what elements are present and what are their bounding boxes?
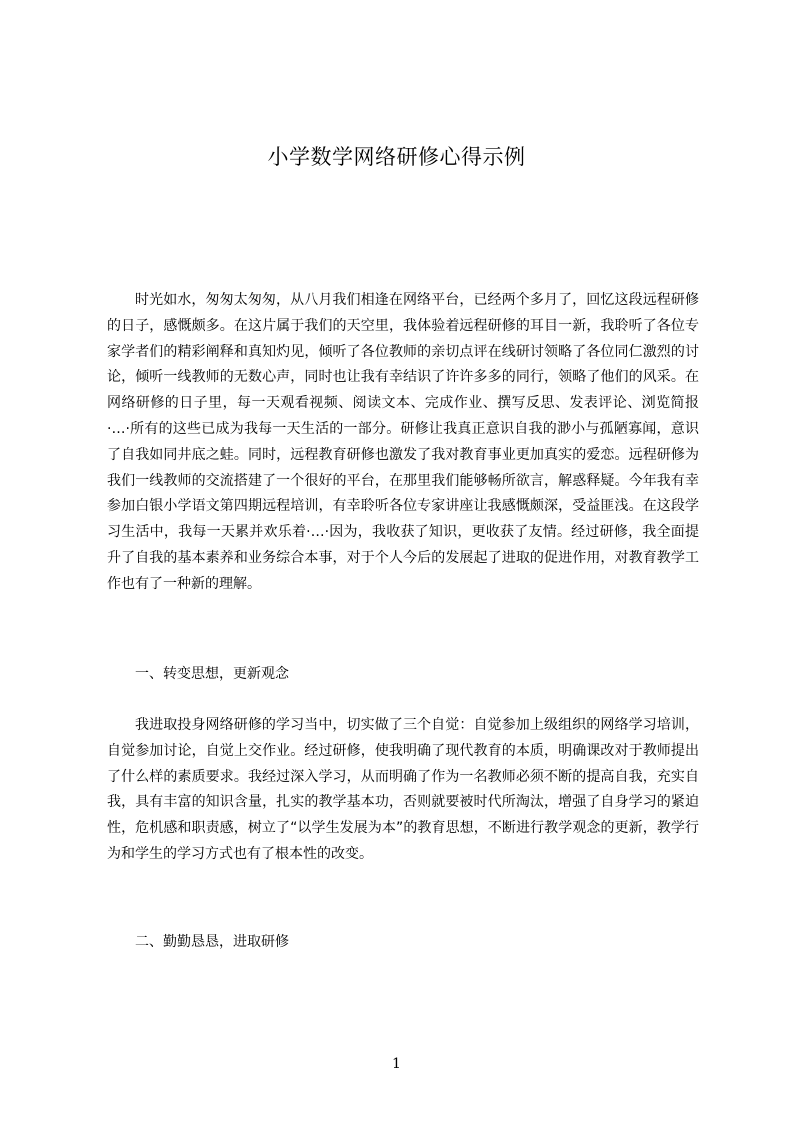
body-paragraph-section-1: 我进取投身网络研修的学习当中，切实做了三个自觉：自觉参加上级组织的网络学习培训，自觉参加讨论，自觉上交作业。经过研修，使我明确了现代教育的本质，明确课改对于教师提出了什么样的素质要求。我经过深入学习，从而明确了作为一名教师必须不断的提高自我，充实自我，具有丰富的知识含量，扎实的教学基本功，否则就要被时代所淘汰，增强了自身学习的紧迫性，危机感和职责感，树立了“以学生发展为本”的教育思想，不断进行教学观念的更新，教学行为和学生的学习方式也有了根本性的改变。	[107, 717, 699, 862]
section-heading-2: 二、勤勤恳恳，进取研修	[135, 934, 289, 950]
body-paragraph-intro: 时光如水，匆匆太匆匆，从八月我们相逢在网络平台，已经两个多月了，回忆这段远程研修的日子，感慨颇多。在这片属于我们的天空里，我体验着远程研修的耳目一新，我聆听了各位专家学者们的精彩阐释和真知灼见，倾听了各位教师的亲切点评在线研讨领略了各位同仁激烈的讨论，倾听一线教师的无数心声，同时也让我有幸结识了许许多多的同行，领略了他们的风采。在网络研修的日子里，每一天观看视频、阅读文本、完成作业、撰写反思、发表评论、浏览简报·…·所有的这些已成为我每一天生活的一部分。研修让我真正意识自我的渺小与孤陋寡闻，意识了自我如同井底之蛙。同时，远程教育研修也激发了我对教育事业更加真实的爱恋。远程研修为我们一线教师的交流搭建了一个很好的平台，在那里我们能够畅所欲言，解惑释疑。今年我有幸参加白银小学语文第四期远程培训，有幸聆听各位专家讲座让我感慨颇深，受益匪浅。在这段学习生活中，我每一天累并欢乐着·…·因为，我收获了知识，更收获了友情。经过研修，我全面提升了自我的基本素养和业务综合本事，对于个人今后的发展起了进取的促进作用，对教育教学工作也有了一种新的理解。	[107, 292, 699, 592]
page-number: 1	[392, 1056, 401, 1072]
document-title: 小学数学网络研修心得示例	[267, 145, 526, 169]
section-heading-1: 一、转变思想，更新观念	[135, 666, 289, 682]
